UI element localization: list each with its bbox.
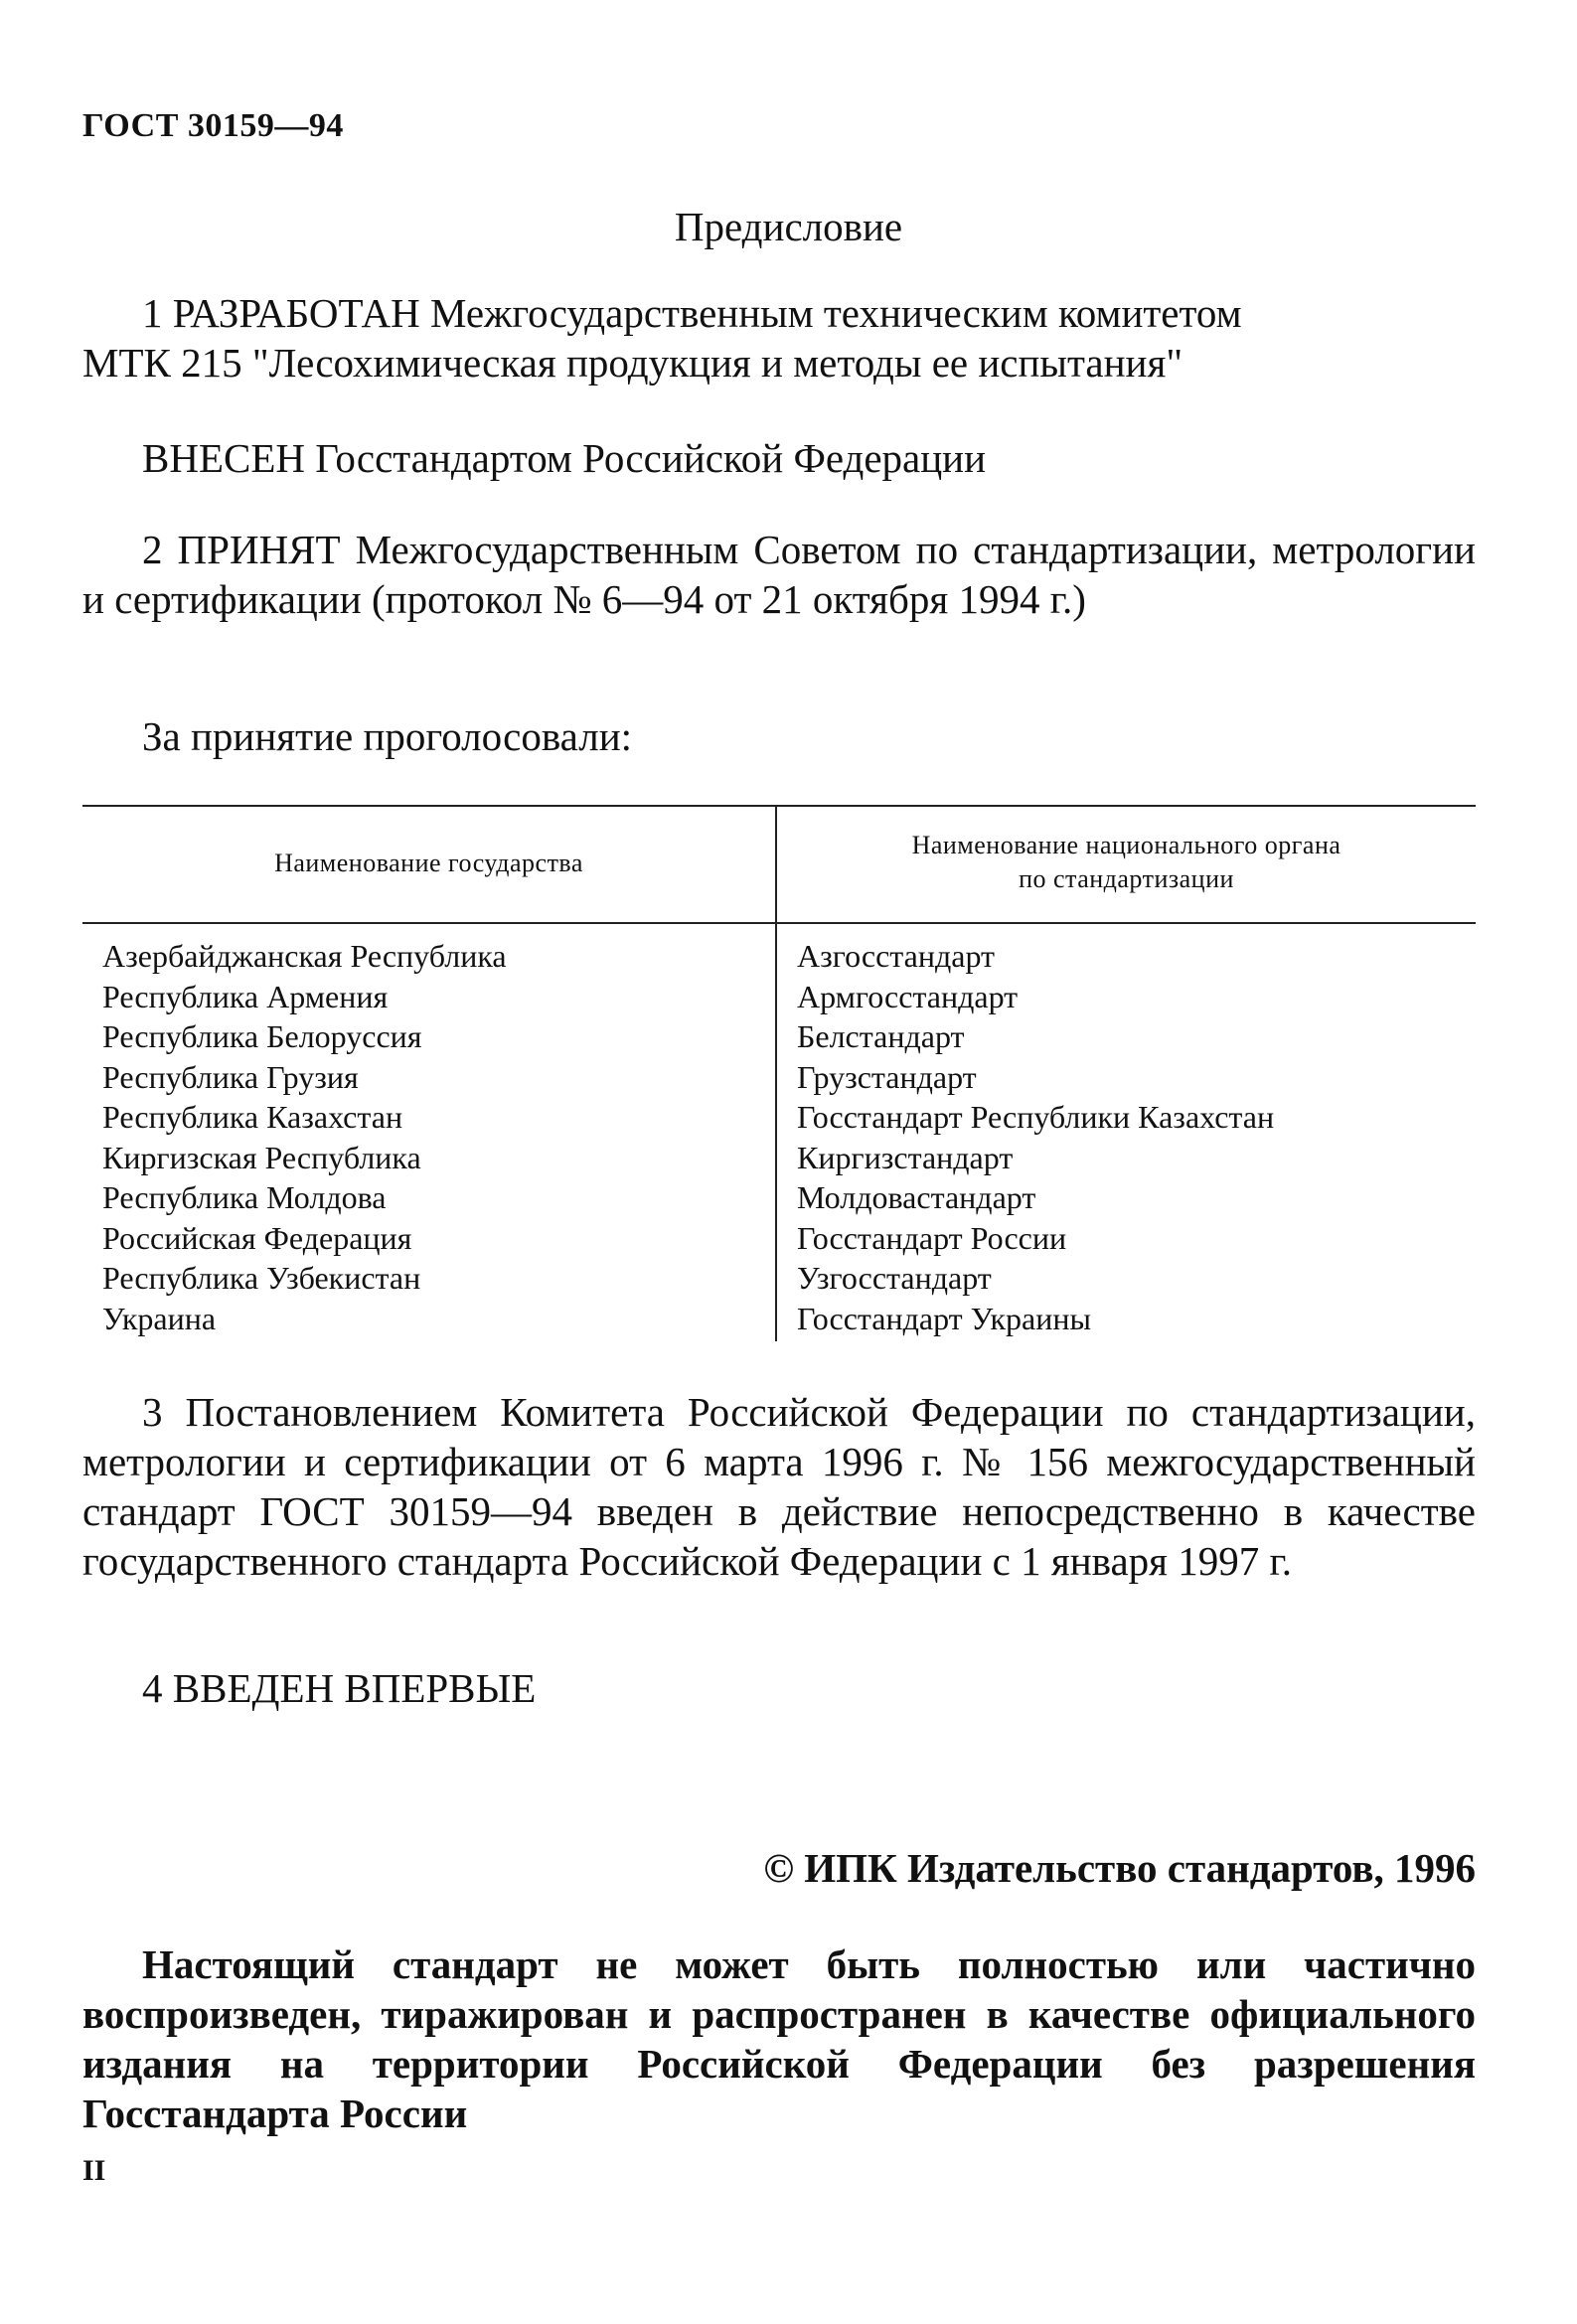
table-cell-body: Армгосстандарт <box>797 978 1019 1014</box>
section-1 <box>82 288 1476 387</box>
table-cell-body: Грузстандарт <box>797 1058 977 1095</box>
header-standards-body <box>777 829 1476 896</box>
table-cell-state: Республика Казахстан <box>102 1099 403 1135</box>
bodies-column <box>797 936 1274 1338</box>
document-code: ГОСТ 30159—94 <box>82 107 344 144</box>
table-cell-body: Азгосстандарт <box>797 938 996 974</box>
table-cell-body: Узгосстандарт <box>797 1260 992 1296</box>
copyright: © ИПК Издательство стандартов, 1996 <box>763 1845 1476 1891</box>
section-1-line-1: 1 РАЗРАБОТАН Межгосударственным техническим комитетом <box>142 290 1242 336</box>
table-cell-body: Киргизстандарт <box>797 1139 1014 1175</box>
table-cell-state: Республика Узбекистан <box>102 1260 421 1296</box>
page-number: II <box>82 2154 106 2187</box>
table-cell-state: Киргизская Республика <box>102 1139 421 1175</box>
table-top-rule <box>82 805 1476 807</box>
section-1-line-2: МТК 215 "Лесохимическая продукция и методы ее испытания" <box>82 340 1183 386</box>
voted-heading: За принятие проголосовали: <box>142 713 633 759</box>
table-cell-body: Белстандарт <box>797 1018 965 1054</box>
table-cell-state: Республика Грузия <box>102 1058 359 1095</box>
table-cell-body: Молдовастандарт <box>797 1179 1036 1215</box>
introduced-by: ВНЕСЕН Госстандартом Российской Федерации <box>142 435 987 481</box>
header-standards-body-line-1: Наименование национального органа <box>911 831 1341 859</box>
reproduction-notice: Настоящий стандарт не может быть полностью или частично воспроизведен, тиражирован и распространен в качестве официального издания на территории Российской Федерации без разрешения Госстандарта России <box>82 1941 1476 2136</box>
section-3: 3 Постановлением Комитета Российской Федерации по стандартизации, метрологии и сертификации от 6 марта 1996 г. № 156 межгосударственный стандарт ГОСТ 30159—94 введен в действие непосредственно в качестве государственного стандарта Российской Федерации с 1 января 1997 г. <box>82 1389 1476 1584</box>
table-cell-body: Госстандарт Республики Казахстан <box>797 1099 1275 1135</box>
table-header-rule <box>82 922 1476 924</box>
table-cell-body: Госстандарт России <box>797 1219 1067 1256</box>
table-cell-body: Госстандарт Украины <box>797 1300 1091 1336</box>
table-cell-state: Украина <box>102 1300 217 1336</box>
section-2: 2 ПРИНЯТ Межгосударственным Советом по стандартизации, метрологии и сертификации (протокол № 6—94 от 21 октября 1994 г.) <box>82 527 1476 622</box>
table-cell-state: Республика Армения <box>102 978 389 1014</box>
table-cell-state: Республика Белоруссия <box>102 1018 422 1054</box>
section-4: 4 ВВЕДЕН ВПЕРВЫЕ <box>142 1665 537 1711</box>
header-state: Наименование государства <box>274 849 583 877</box>
table-cell-state: Азербайджанская Республика <box>102 938 507 974</box>
page-title: Предисловие <box>674 204 903 249</box>
table-cell-state: Российская Федерация <box>102 1219 412 1256</box>
states-column <box>102 936 507 1338</box>
header-standards-body-line-2: по стандартизации <box>1019 864 1234 893</box>
table-cell-state: Республика Молдова <box>102 1179 387 1215</box>
